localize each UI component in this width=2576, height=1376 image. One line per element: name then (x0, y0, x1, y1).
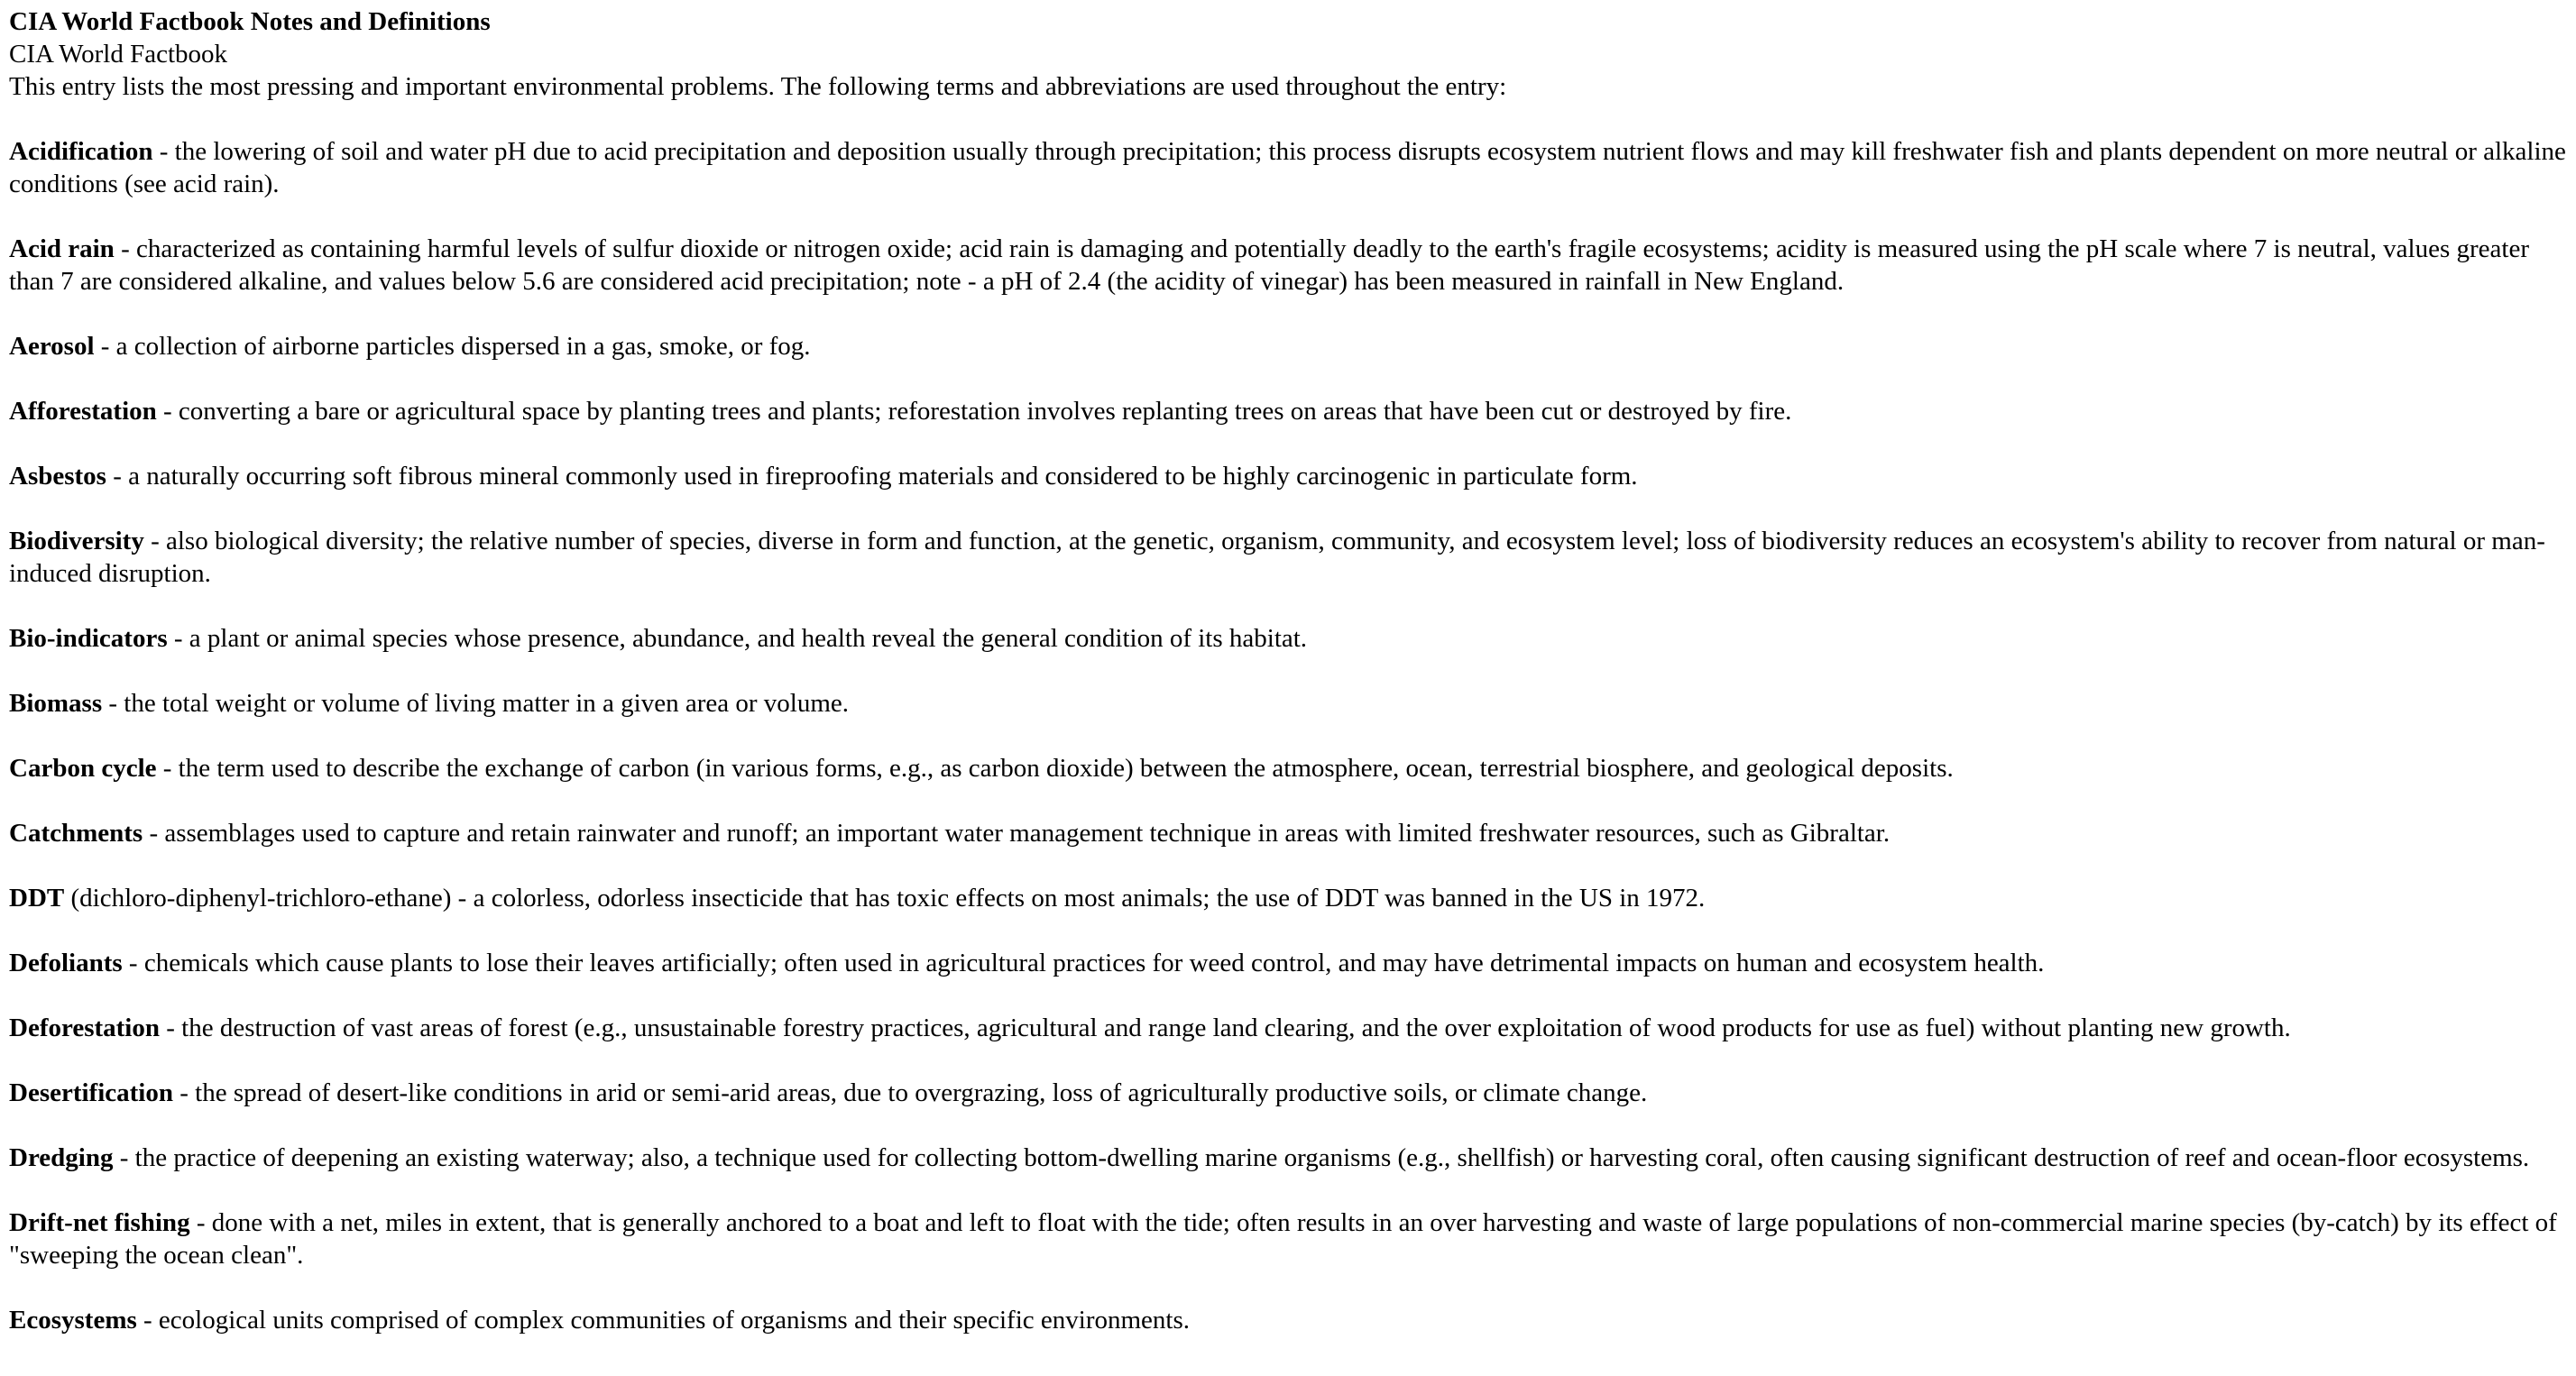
definition-text: - the lowering of soil and water pH due to acid precipitation and deposition usually through precipitation; this process disrupts ecosystem nutrient flows and may kill freshwater fish and plants dependent on more neutral or alkaline conditions (see acid rain). (9, 137, 2566, 198)
definition-entry (9, 1012, 2567, 1044)
definition-text: - assemblages used to capture and retain rainwater and runoff; an important water management technique in areas with limited freshwater resources, such as Gibraltar. (143, 819, 1891, 848)
definition-text: - the total weight or volume of living matter in a given area or volume. (102, 689, 850, 718)
definition-text: (dichloro-diphenyl-trichloro-ethane) - a colorless, odorless insecticide that has toxic effects on most animals; the use of DDT was banned in the US in 1972. (64, 884, 1706, 913)
definition-entry (9, 1077, 2567, 1109)
term: Biomass (9, 689, 103, 718)
definition-entry (9, 817, 2567, 849)
definition-entry (9, 947, 2567, 979)
definition-entry (9, 752, 2567, 784)
term: Bio-indicators (9, 624, 168, 653)
term: Aerosol (9, 332, 95, 361)
definition-entry (9, 882, 2567, 914)
definition-entry (9, 395, 2567, 427)
term: Defoliants (9, 949, 123, 977)
definition-entry (9, 135, 2567, 200)
definition-text: - the destruction of vast areas of forest (e.g., unsustainable forestry practices, agricultural and range land clearing, and the over exploitation of wood products for use as fuel) without planting new growth. (159, 1014, 2291, 1042)
term: Drift-net fishing (9, 1208, 190, 1237)
definition-entry (9, 460, 2567, 492)
term: Acidification (9, 137, 153, 166)
definition-text: - converting a bare or agricultural space by planting trees and plants; reforestation involves replanting trees on areas that have been cut or destroyed by fire. (156, 397, 1792, 426)
definition-entry (9, 1206, 2567, 1271)
term: Biodiversity (9, 527, 144, 555)
definition-entry (9, 1304, 2567, 1336)
definition-text: - also biological diversity; the relative number of species, diverse in form and function, at the genetic, organism, community, and ecosystem level; loss of biodiversity reduces an ecosystem's ability to recover from natural or man-induced disruption. (9, 527, 2545, 588)
definition-entry (9, 687, 2567, 720)
definition-entry (9, 330, 2567, 362)
definition-entry (9, 622, 2567, 655)
term: Acid rain (9, 234, 115, 263)
definition-text: - a collection of airborne particles dispersed in a gas, smoke, or fog. (94, 332, 811, 361)
definition-text: - the term used to describe the exchange of carbon (in various forms, e.g., as carbon dioxide) between the atmosphere, ocean, terrestrial biosphere, and geological deposits. (156, 754, 1954, 783)
page-title: CIA World Factbook Notes and Definitions (9, 7, 491, 36)
definition-text: - ecological units comprised of complex communities of organisms and their specific environments. (136, 1306, 1191, 1335)
term: Desertification (9, 1078, 173, 1107)
intro-paragraph: This entry lists the most pressing and important environmental problems. The following terms and abbreviations are used throughout the entry: (9, 72, 1507, 101)
term: Asbestos (9, 462, 106, 491)
definition-text: - characterized as containing harmful levels of sulfur dioxide or nitrogen oxide; acid rain is damaging and potentially deadly to the earth's fragile ecosystems; acidity is measured using the pH scale where 7 is neutral, values greater than 7 are considered alkaline, and values below 5.6 are considered acid precipitation; note - a pH of 2.4 (the acidity of vinegar) has been measured in rainfall in New England. (9, 234, 2529, 296)
term: Catchments (9, 819, 143, 848)
definition-text: - the spread of desert-like conditions in arid or semi-arid areas, due to overgrazing, loss of agriculturally productive soils, or climate change. (173, 1078, 1648, 1107)
definition-text: - a plant or animal species whose presence, abundance, and health reveal the general condition of its habitat. (167, 624, 1308, 653)
definition-entry (9, 525, 2567, 590)
definition-entry (9, 1142, 2567, 1174)
definition-text: - chemicals which cause plants to lose their leaves artificially; often used in agricultural practices for weed control, and may have detrimental impacts on human and ecosystem health. (122, 949, 2045, 977)
definition-text: - a naturally occurring soft fibrous mineral commonly used in fireproofing materials and considered to be highly carcinogenic in particulate form. (106, 462, 1638, 491)
term: Afforestation (9, 397, 157, 426)
term: Dredging (9, 1143, 114, 1172)
definition-text: - done with a net, miles in extent, that is generally anchored to a boat and left to float with the tide; often results in an over harvesting and waste of large populations of non-commercial marine species (by-catch) by its effect of "sweeping the ocean clean". (9, 1208, 2557, 1270)
page-subtitle: CIA World Factbook (9, 40, 228, 69)
definition-text: - the practice of deepening an existing waterway; also, a technique used for collecting bottom-dwelling marine organisms (e.g., shellfish) or harvesting coral, often causing significant destruction of reef and ocean-floor ecosystems. (113, 1143, 2530, 1172)
term: Carbon cycle (9, 754, 157, 783)
definition-entry (9, 233, 2567, 298)
term: Deforestation (9, 1014, 160, 1042)
term: DDT (9, 884, 65, 913)
term: Ecosystems (9, 1306, 137, 1335)
